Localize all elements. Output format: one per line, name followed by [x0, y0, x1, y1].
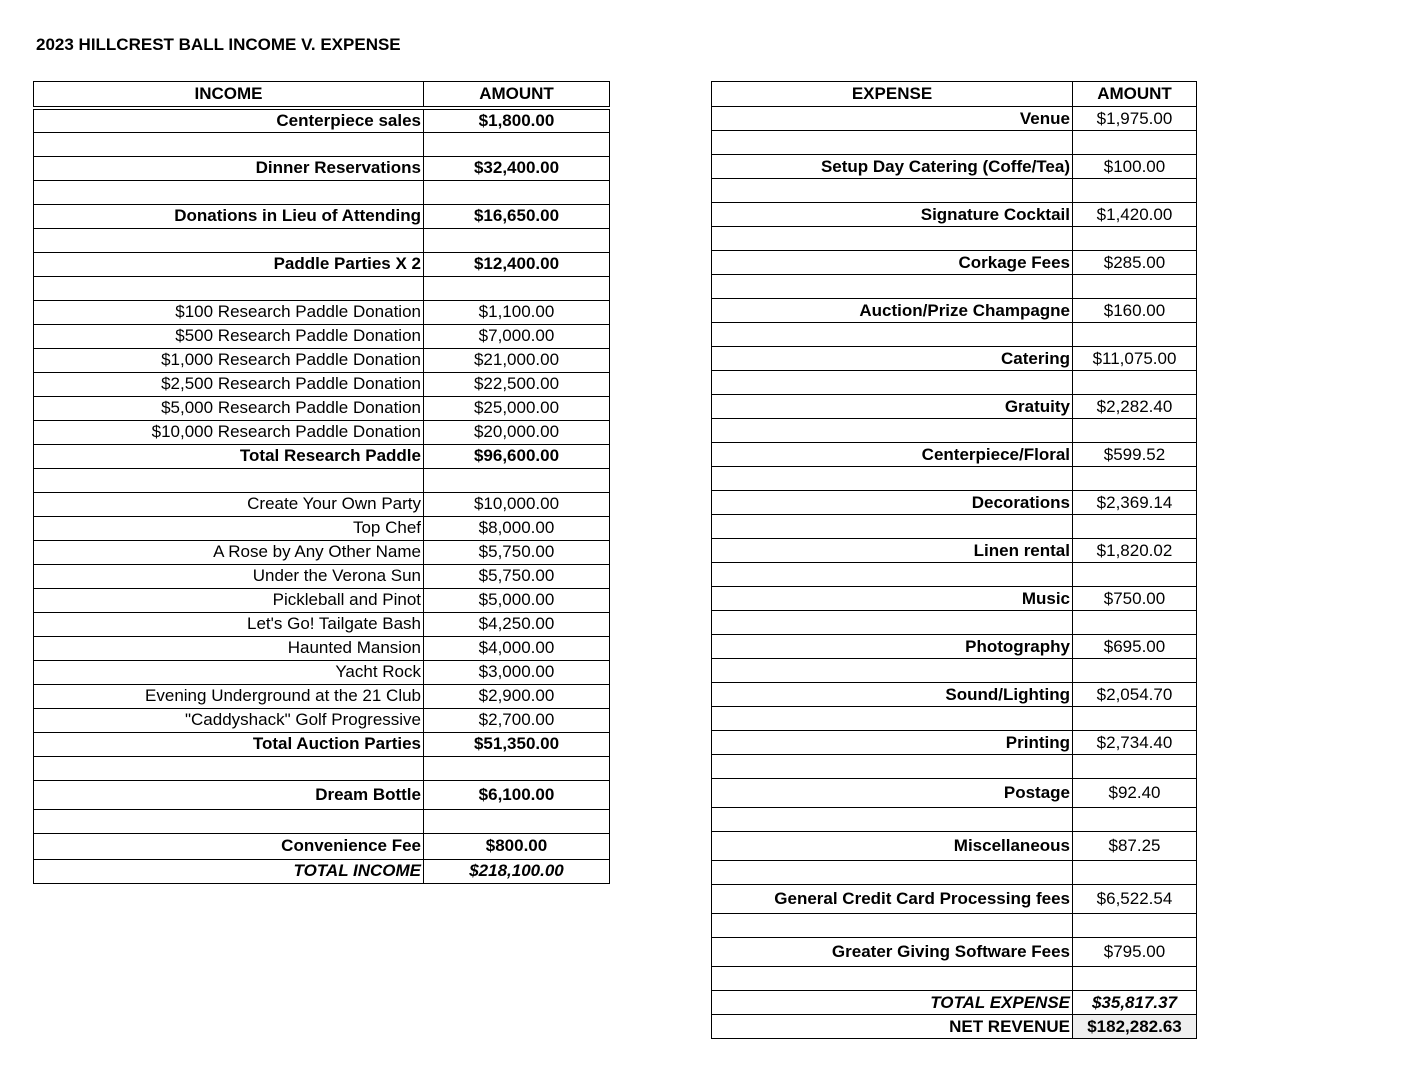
income-row-label — [34, 132, 424, 156]
expense-row-amount — [1073, 323, 1197, 347]
income-row — [34, 809, 610, 833]
expense-row-label — [712, 707, 1073, 731]
expense-row — [712, 539, 1197, 563]
income-header-label: INCOME — [34, 82, 424, 109]
expense-row — [712, 299, 1197, 323]
income-row-label: Centerpiece sales — [34, 108, 424, 132]
income-row — [34, 156, 610, 180]
expense-row-amount: $2,369.14 — [1073, 491, 1197, 515]
expense-row-amount: $750.00 — [1073, 587, 1197, 611]
expense-row-label — [712, 808, 1073, 832]
expense-row — [712, 914, 1197, 938]
expense-row — [712, 659, 1197, 683]
expense-row — [712, 779, 1197, 808]
expense-row — [712, 808, 1197, 832]
expense-row-amount: $11,075.00 — [1073, 347, 1197, 371]
income-row-label: $5,000 Research Paddle Donation — [34, 396, 424, 420]
expense-row-amount — [1073, 659, 1197, 683]
income-row-amount — [424, 756, 610, 780]
income-row — [34, 684, 610, 708]
expense-row-amount — [1073, 808, 1197, 832]
expense-row — [712, 347, 1197, 371]
expense-row-label: Postage — [712, 779, 1073, 808]
income-row-label — [34, 228, 424, 252]
expense-table — [711, 81, 1197, 1039]
expense-row — [712, 832, 1197, 861]
expense-header-row — [712, 82, 1197, 107]
expense-row-amount — [1073, 611, 1197, 635]
income-row-label: "Caddyshack" Golf Progressive — [34, 708, 424, 732]
expense-row — [712, 491, 1197, 515]
expense-header-label: EXPENSE — [712, 82, 1073, 107]
income-row-amount: $3,000.00 — [424, 660, 610, 684]
expense-row-amount: $1,420.00 — [1073, 203, 1197, 227]
expense-row-amount: $795.00 — [1073, 938, 1197, 967]
expense-row-amount — [1073, 861, 1197, 885]
expense-row-amount — [1073, 914, 1197, 938]
income-row-label: Under the Verona Sun — [34, 564, 424, 588]
expense-row-label: Music — [712, 587, 1073, 611]
income-row-amount: $32,400.00 — [424, 156, 610, 180]
income-row — [34, 420, 610, 444]
income-row-label: $2,500 Research Paddle Donation — [34, 372, 424, 396]
expense-row-label — [712, 659, 1073, 683]
income-row-amount: $4,000.00 — [424, 636, 610, 660]
income-row — [34, 324, 610, 348]
income-row-label: Pickleball and Pinot — [34, 588, 424, 612]
expense-row-amount: $182,282.63 — [1073, 1015, 1197, 1039]
expense-row-amount — [1073, 275, 1197, 299]
income-row-label: $10,000 Research Paddle Donation — [34, 420, 424, 444]
income-row-amount: $800.00 — [424, 833, 610, 859]
expense-row-amount — [1073, 371, 1197, 395]
income-row-label: Evening Underground at the 21 Club — [34, 684, 424, 708]
income-row — [34, 396, 610, 420]
income-row-amount: $5,750.00 — [424, 564, 610, 588]
expense-row — [712, 203, 1197, 227]
expense-row — [712, 275, 1197, 299]
income-row — [34, 444, 610, 468]
expense-row-label — [712, 227, 1073, 251]
expense-row — [712, 563, 1197, 587]
income-row-amount — [424, 809, 610, 833]
income-row-amount: $16,650.00 — [424, 204, 610, 228]
expense-row-amount — [1073, 755, 1197, 779]
expense-row — [712, 967, 1197, 991]
income-row-amount: $2,900.00 — [424, 684, 610, 708]
income-row-label — [34, 468, 424, 492]
expense-row-label — [712, 467, 1073, 491]
income-row-amount: $5,750.00 — [424, 540, 610, 564]
expense-row-label: Greater Giving Software Fees — [712, 938, 1073, 967]
income-row — [34, 372, 610, 396]
expense-row-label — [712, 515, 1073, 539]
income-row — [34, 732, 610, 756]
income-row — [34, 348, 610, 372]
income-row-amount: $96,600.00 — [424, 444, 610, 468]
income-row — [34, 132, 610, 156]
income-row-label — [34, 276, 424, 300]
expense-row-label: Linen rental — [712, 539, 1073, 563]
expense-row-label: Corkage Fees — [712, 251, 1073, 275]
expense-row-amount: $87.25 — [1073, 832, 1197, 861]
expense-row — [712, 227, 1197, 251]
expense-row-label: Auction/Prize Champagne — [712, 299, 1073, 323]
expense-row — [712, 707, 1197, 731]
expense-row-amount — [1073, 131, 1197, 155]
income-row-amount: $10,000.00 — [424, 492, 610, 516]
income-row-label: Create Your Own Party — [34, 492, 424, 516]
expense-row — [712, 107, 1197, 131]
expense-row-label: Venue — [712, 107, 1073, 131]
expense-row-amount — [1073, 227, 1197, 251]
expense-row — [712, 515, 1197, 539]
income-row-label: $100 Research Paddle Donation — [34, 300, 424, 324]
expense-row-label — [712, 914, 1073, 938]
expense-row — [712, 611, 1197, 635]
expense-row-label — [712, 755, 1073, 779]
expense-row-label: General Credit Card Processing fees — [712, 885, 1073, 914]
expense-row-label: Centerpiece/Floral — [712, 443, 1073, 467]
expense-row-amount — [1073, 419, 1197, 443]
expense-row-label — [712, 131, 1073, 155]
expense-row-amount: $285.00 — [1073, 251, 1197, 275]
income-row-amount — [424, 468, 610, 492]
income-row — [34, 540, 610, 564]
income-row — [34, 780, 610, 809]
expense-row — [712, 443, 1197, 467]
income-row — [34, 228, 610, 252]
expense-row-label — [712, 179, 1073, 203]
income-row-amount: $21,000.00 — [424, 348, 610, 372]
income-row-amount: $8,000.00 — [424, 516, 610, 540]
income-row — [34, 588, 610, 612]
expense-header-amount: AMOUNT — [1073, 82, 1197, 107]
income-row — [34, 859, 610, 883]
income-table — [33, 81, 610, 884]
expense-row-amount: $100.00 — [1073, 155, 1197, 179]
income-row-label: Dream Bottle — [34, 780, 424, 809]
income-row — [34, 564, 610, 588]
expense-row — [712, 179, 1197, 203]
income-row-label: TOTAL INCOME — [34, 859, 424, 883]
income-row-amount — [424, 180, 610, 204]
expense-row-amount: $1,975.00 — [1073, 107, 1197, 131]
income-row-amount: $1,100.00 — [424, 300, 610, 324]
income-row — [34, 180, 610, 204]
expense-row — [712, 323, 1197, 347]
expense-row-label: Decorations — [712, 491, 1073, 515]
expense-row-label: Gratuity — [712, 395, 1073, 419]
expense-row-label: Miscellaneous — [712, 832, 1073, 861]
income-row — [34, 492, 610, 516]
expense-row — [712, 1015, 1197, 1039]
expense-row — [712, 155, 1197, 179]
expense-row — [712, 131, 1197, 155]
expense-row-label — [712, 323, 1073, 347]
expense-row-label: Catering — [712, 347, 1073, 371]
income-row-amount — [424, 228, 610, 252]
expense-row — [712, 683, 1197, 707]
income-row-label: A Rose by Any Other Name — [34, 540, 424, 564]
expense-row-label: Setup Day Catering (Coffe/Tea) — [712, 155, 1073, 179]
income-row — [34, 612, 610, 636]
income-row-amount: $7,000.00 — [424, 324, 610, 348]
expense-row — [712, 885, 1197, 914]
expense-row-label: Signature Cocktail — [712, 203, 1073, 227]
expense-row-amount: $2,282.40 — [1073, 395, 1197, 419]
expense-row-label: Printing — [712, 731, 1073, 755]
expense-row — [712, 755, 1197, 779]
expense-row-label — [712, 967, 1073, 991]
expense-row-amount — [1073, 467, 1197, 491]
income-header-row — [34, 82, 610, 109]
expense-row — [712, 587, 1197, 611]
income-row — [34, 660, 610, 684]
page-title: 2023 HILLCREST BALL INCOME V. EXPENSE — [36, 35, 401, 54]
expense-row-amount: $35,817.37 — [1073, 991, 1197, 1015]
income-row-amount: $25,000.00 — [424, 396, 610, 420]
income-row — [34, 636, 610, 660]
income-row — [34, 204, 610, 228]
expense-row — [712, 991, 1197, 1015]
expense-row-amount: $92.40 — [1073, 779, 1197, 808]
income-row-amount — [424, 276, 610, 300]
income-row-label: Paddle Parties X 2 — [34, 252, 424, 276]
expense-row — [712, 938, 1197, 967]
expense-row-amount — [1073, 967, 1197, 991]
expense-row-label: Photography — [712, 635, 1073, 659]
income-row — [34, 708, 610, 732]
expense-row-amount: $599.52 — [1073, 443, 1197, 467]
expense-row-label — [712, 563, 1073, 587]
income-row-amount: $12,400.00 — [424, 252, 610, 276]
expense-row-label — [712, 611, 1073, 635]
income-row-amount: $5,000.00 — [424, 588, 610, 612]
income-row-label: Yacht Rock — [34, 660, 424, 684]
income-row-label: Top Chef — [34, 516, 424, 540]
expense-row-amount: $2,054.70 — [1073, 683, 1197, 707]
expense-row-label — [712, 861, 1073, 885]
expense-row-label: NET REVENUE — [712, 1015, 1073, 1039]
income-row — [34, 468, 610, 492]
income-row-amount: $4,250.00 — [424, 612, 610, 636]
income-row — [34, 756, 610, 780]
income-row-amount: $51,350.00 — [424, 732, 610, 756]
income-row-label: Let's Go! Tailgate Bash — [34, 612, 424, 636]
expense-row-label — [712, 419, 1073, 443]
expense-row — [712, 635, 1197, 659]
expense-row — [712, 731, 1197, 755]
income-row — [34, 108, 610, 132]
expense-row-amount: $695.00 — [1073, 635, 1197, 659]
income-row-label: Total Auction Parties — [34, 732, 424, 756]
expense-row-amount: $1,820.02 — [1073, 539, 1197, 563]
expense-row-amount: $6,522.54 — [1073, 885, 1197, 914]
expense-row-amount — [1073, 515, 1197, 539]
expense-row-label — [712, 371, 1073, 395]
income-row — [34, 276, 610, 300]
income-row-amount: $20,000.00 — [424, 420, 610, 444]
income-row-label — [34, 809, 424, 833]
income-row — [34, 833, 610, 859]
expense-row-amount — [1073, 179, 1197, 203]
income-row-label — [34, 756, 424, 780]
income-row-amount: $218,100.00 — [424, 859, 610, 883]
expense-row-amount: $160.00 — [1073, 299, 1197, 323]
income-row-label: Dinner Reservations — [34, 156, 424, 180]
expense-row-label — [712, 275, 1073, 299]
income-header-amount: AMOUNT — [424, 82, 610, 109]
income-row-label: Donations in Lieu of Attending — [34, 204, 424, 228]
income-row-amount: $6,100.00 — [424, 780, 610, 809]
income-row-amount: $1,800.00 — [424, 108, 610, 132]
income-row-amount: $2,700.00 — [424, 708, 610, 732]
income-row-label: $1,000 Research Paddle Donation — [34, 348, 424, 372]
expense-row-amount — [1073, 563, 1197, 587]
income-row — [34, 516, 610, 540]
income-row — [34, 252, 610, 276]
expense-row — [712, 395, 1197, 419]
income-row-label — [34, 180, 424, 204]
expense-row — [712, 861, 1197, 885]
income-row-amount: $22,500.00 — [424, 372, 610, 396]
expense-row — [712, 371, 1197, 395]
expense-row — [712, 419, 1197, 443]
expense-row-label: TOTAL EXPENSE — [712, 991, 1073, 1015]
income-row-label: Convenience Fee — [34, 833, 424, 859]
expense-row — [712, 467, 1197, 491]
income-row-label: $500 Research Paddle Donation — [34, 324, 424, 348]
expense-row-amount — [1073, 707, 1197, 731]
income-row-amount — [424, 132, 610, 156]
expense-row-label: Sound/Lighting — [712, 683, 1073, 707]
expense-row-amount: $2,734.40 — [1073, 731, 1197, 755]
income-row — [34, 300, 610, 324]
income-row-label: Total Research Paddle — [34, 444, 424, 468]
income-row-label: Haunted Mansion — [34, 636, 424, 660]
expense-row — [712, 251, 1197, 275]
